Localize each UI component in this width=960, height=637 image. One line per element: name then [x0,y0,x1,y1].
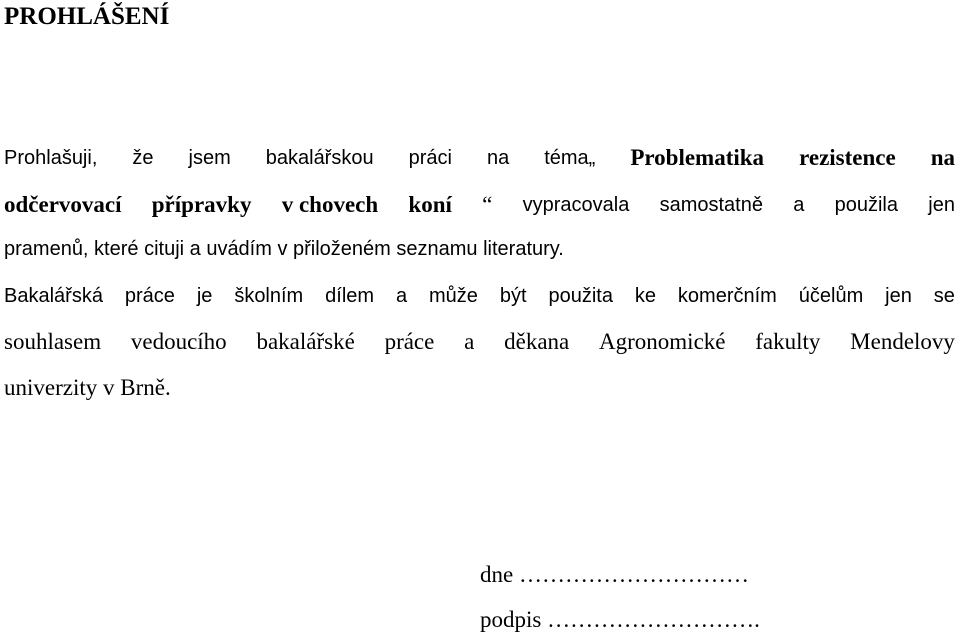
word: jsem [188,147,231,169]
word: a [395,285,408,307]
paragraph-1-line-1 [4,143,955,173]
word: se [933,285,955,307]
thesis-title-word: Problematika [630,145,765,170]
word: použita [548,285,613,307]
paragraph-2-line-1 [4,281,955,311]
word: bakalářskou [265,147,374,169]
word: Prohlašuji, [4,147,98,169]
word: že [132,147,154,169]
word: práce [124,285,175,307]
word: práci [408,147,452,169]
word: komerčním [677,285,777,307]
paragraph-1-line-2 [4,190,955,220]
word: účelům [798,285,864,307]
paragraph-1-line-3: pramenů, které cituji a uvádím v přiloženém seznamu literatury. [4,238,564,260]
word: použila [834,194,898,216]
word: děkana [504,329,570,354]
word: vedoucího [130,329,227,354]
word: Agronomické [599,329,726,354]
word: je [196,285,213,307]
word: a [793,194,805,216]
word: práce [384,329,435,354]
word: může [429,285,478,307]
word: bakalářské [256,329,355,354]
word: a [464,329,475,354]
word: školním [234,285,304,307]
paragraph-2-line-3: univerzity v Brně. [4,375,171,400]
thesis-title-word: přípravky [151,192,252,217]
thesis-title-word: odčervovací [4,192,122,217]
word: Mendelovy [850,329,955,354]
word: téma„ [544,147,596,169]
thesis-title-word: na [930,145,955,170]
thesis-title-word: v chovech [281,192,379,217]
closing-quote: “ [482,192,493,217]
page-title: PROHLÁŠENÍ [4,3,170,30]
date-line: dne ………………………… [480,562,749,587]
signature-line: podpis ………………………. [480,607,760,632]
word: na [486,147,510,169]
word: fakulty [755,329,821,354]
word: jen [928,194,955,216]
word: být [499,285,527,307]
word: Bakalářská [4,285,103,307]
word: souhlasem [4,329,102,354]
thesis-title-word: koní [408,192,452,217]
word: vypracovala [522,194,630,216]
thesis-title-word: rezistence [799,145,896,170]
word: jen [885,285,912,307]
word: ke [634,285,656,307]
word: samostatně [659,194,763,216]
paragraph-2-line-2 [4,327,955,357]
word: dílem [325,285,375,307]
